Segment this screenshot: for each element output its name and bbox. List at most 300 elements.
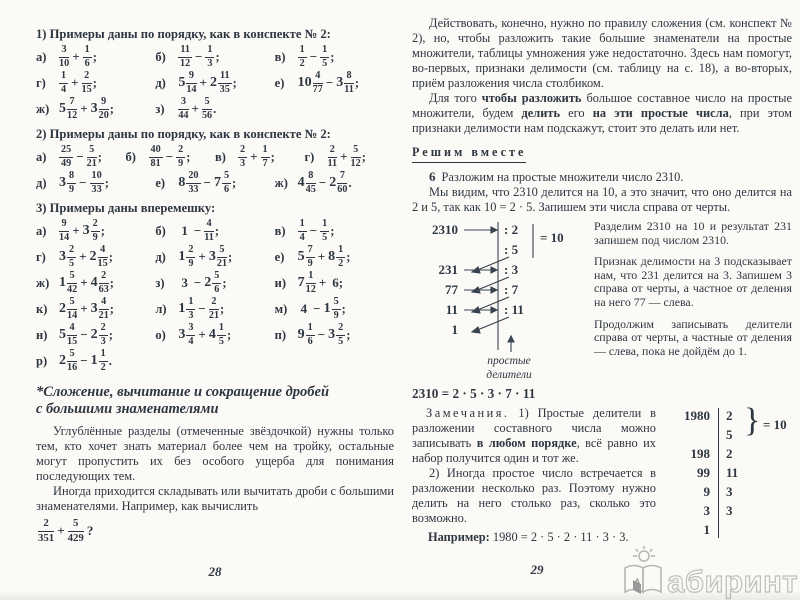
exercise-label: г) bbox=[304, 149, 315, 164]
ladder-caption-line1: простые bbox=[487, 355, 531, 367]
expr-text: − bbox=[313, 301, 321, 316]
mixed-whole: 1 bbox=[90, 353, 98, 368]
fraction-denominator: 5 bbox=[338, 336, 344, 347]
fraction bbox=[186, 323, 195, 347]
ladder-1980-divisor: 2 bbox=[726, 446, 733, 461]
fraction-numerator: 5 bbox=[222, 171, 231, 184]
exercise-label: в) bbox=[215, 149, 226, 164]
fraction-numerator: 8 bbox=[344, 71, 354, 84]
fraction bbox=[306, 171, 316, 195]
exercise-label: е) bbox=[274, 75, 285, 90]
problem-intro: Мы видим, что 2310 делится на 10, а это значит, что оно делится на 2 и 5, так как 10 = 2 · 5. Запишем эти числа справа от черты. bbox=[412, 185, 792, 214]
exercise-item bbox=[126, 145, 216, 169]
fraction-denominator: 3 bbox=[188, 310, 194, 321]
fraction-numerator: 9 bbox=[99, 97, 109, 110]
expr-text: + bbox=[80, 301, 88, 316]
expr-punctuation: ; bbox=[108, 249, 113, 264]
side-note: Признак делимости на 3 подсказывает нам, что 231 делится на 3. Запишем 3 справа от черты, а частное от деления на него 77 — слева. bbox=[594, 254, 792, 309]
fraction-denominator: 21 bbox=[98, 310, 109, 321]
exercise-item bbox=[155, 219, 274, 243]
solve-together-header: Решим вместе bbox=[412, 145, 526, 163]
expr-text: + bbox=[191, 101, 199, 116]
fraction bbox=[320, 219, 329, 243]
fraction-numerator: 11 bbox=[178, 45, 192, 58]
exercise-row bbox=[36, 244, 394, 270]
exercise-label: м) bbox=[274, 301, 288, 316]
expr-punctuation: ; bbox=[92, 49, 97, 64]
fraction-numerator: 3 bbox=[178, 97, 188, 110]
fraction-denominator: 9 bbox=[69, 184, 75, 195]
mixed-whole: 3 bbox=[178, 327, 186, 342]
mixed-whole: 2 bbox=[90, 327, 98, 342]
ladder-1980-quotient: 198 bbox=[690, 446, 710, 461]
fraction-denominator: 15 bbox=[67, 336, 78, 347]
expr-punctuation: ; bbox=[186, 149, 191, 164]
fraction bbox=[99, 323, 108, 347]
expr-text: − bbox=[203, 175, 211, 190]
mixed-whole: 2 bbox=[209, 75, 217, 90]
exercise-item bbox=[36, 45, 155, 69]
mixed-whole: 7 bbox=[213, 175, 221, 190]
fraction bbox=[91, 219, 100, 243]
expr-text: − bbox=[309, 49, 318, 64]
fraction-denominator: 12 bbox=[180, 58, 191, 69]
fraction-denominator: 14 bbox=[186, 84, 197, 95]
fraction bbox=[344, 71, 354, 95]
fraction-denominator: 6 bbox=[84, 58, 90, 69]
fraction bbox=[149, 145, 163, 169]
ladder-2310-divisor: : 11 bbox=[504, 302, 524, 317]
right-page bbox=[412, 16, 792, 557]
fraction-denominator: 45 bbox=[305, 184, 316, 195]
fraction bbox=[306, 271, 316, 295]
fraction-denominator: 63 bbox=[98, 284, 109, 295]
exercise-row bbox=[36, 322, 394, 348]
exercise-label: а) bbox=[36, 49, 47, 64]
expr-punctuation: ; bbox=[330, 223, 335, 238]
exercise-item bbox=[155, 297, 274, 321]
fraction bbox=[238, 145, 247, 169]
expr-punctuation: ; bbox=[222, 275, 227, 290]
fraction-numerator: 1 bbox=[205, 45, 214, 58]
mixed-whole: 1 bbox=[323, 301, 331, 316]
fraction-numerator: 4 bbox=[98, 245, 108, 258]
fraction bbox=[98, 245, 108, 269]
exercise-label: и) bbox=[274, 275, 287, 290]
example-fraction-sum bbox=[38, 518, 394, 544]
exercise-label: г) bbox=[36, 75, 46, 90]
exercise-label: п) bbox=[274, 327, 287, 342]
fraction-numerator: 7 bbox=[306, 245, 315, 258]
exercise-item bbox=[275, 219, 394, 243]
fraction bbox=[90, 171, 104, 195]
ladder-1980-quotient: 1 bbox=[703, 522, 710, 537]
ladder-2310-divisor: : 7 bbox=[504, 282, 519, 297]
fraction bbox=[186, 245, 195, 269]
fraction-numerator: 5 bbox=[67, 297, 77, 310]
fraction-numerator: 4 bbox=[67, 323, 77, 336]
exercise-label: ж) bbox=[274, 175, 288, 190]
exercise-item bbox=[36, 271, 155, 295]
remark-1-text: 1) Простые делители в разложении составного числа можно записывать в любом порядке, всё равно их набор получится один и тот же. bbox=[412, 406, 656, 465]
fraction-denominator: 14 bbox=[67, 310, 78, 321]
fraction-denominator: 11 bbox=[344, 84, 354, 95]
fraction-denominator: 2 bbox=[338, 258, 344, 269]
labirint-logo-icon bbox=[619, 544, 667, 596]
remarks-block bbox=[412, 402, 792, 557]
expr-text: 6; bbox=[332, 275, 344, 290]
side-note: Продолжим записывать делители справа от черты, а частные от деления — слева, пока не дойдём до 1. bbox=[594, 316, 792, 358]
exercise-item bbox=[36, 71, 155, 95]
mixed-whole: 3 bbox=[82, 223, 90, 238]
fraction-denominator: 5 bbox=[69, 258, 75, 269]
fraction-denominator: 4 bbox=[61, 84, 67, 95]
left-paragraph-1: Углублённые разделы (отмеченные звёздочкой) нужны только тем, кто хочет знать материал более чем на тройку, остальные могут пропустить их без особого ущерба для понимания последующих тем. bbox=[36, 424, 394, 483]
fraction bbox=[99, 97, 109, 121]
exercise-label: л) bbox=[155, 301, 167, 316]
ladder-1980 bbox=[660, 402, 792, 541]
expr-text: 1 bbox=[181, 223, 188, 238]
fraction-denominator: 3 bbox=[240, 158, 246, 169]
expr-text: + bbox=[72, 49, 80, 64]
ladder-1980-quotient: 9 bbox=[703, 484, 710, 499]
exercise-item bbox=[36, 171, 155, 195]
left-page bbox=[36, 22, 394, 544]
starred-title-line1: *Сложение, вычитание и сокращение дробей bbox=[36, 384, 330, 400]
expr-text: + bbox=[57, 523, 65, 538]
fraction-numerator: 20 bbox=[186, 171, 200, 184]
expr-text: + bbox=[72, 223, 80, 238]
expr-punctuation: . bbox=[213, 101, 217, 116]
expr-punctuation: ; bbox=[341, 301, 346, 316]
exercise-item bbox=[275, 45, 394, 69]
fraction-numerator: 1 bbox=[320, 45, 329, 58]
fraction-denominator: 77 bbox=[312, 84, 323, 95]
fraction-denominator: 3 bbox=[207, 58, 213, 69]
fraction bbox=[82, 71, 92, 95]
fraction bbox=[306, 245, 315, 269]
side-note: Разделим 2310 на 10 и результат 231 запишем под числом 2310. bbox=[594, 219, 792, 247]
fraction bbox=[67, 323, 77, 347]
ladder-1980-equals-ten: = 10 bbox=[763, 417, 787, 432]
exercise-row bbox=[36, 270, 394, 296]
expr-text: + bbox=[198, 249, 206, 264]
ladder-2310-column bbox=[412, 220, 594, 402]
fraction bbox=[59, 145, 73, 169]
expr-punctuation: ; bbox=[109, 275, 114, 290]
expr-text: + bbox=[317, 249, 326, 264]
fraction-numerator: 7 bbox=[337, 171, 347, 184]
expr-punctuation: ; bbox=[109, 301, 114, 316]
mixed-whole: 3 bbox=[59, 249, 66, 264]
exercise-item bbox=[215, 145, 305, 169]
mixed-whole: 5 bbox=[59, 327, 66, 342]
mixed-whole: 10 bbox=[297, 75, 312, 90]
exercise-item bbox=[275, 297, 394, 321]
fraction-denominator: 35 bbox=[219, 84, 230, 95]
mixed-whole: 5 bbox=[297, 249, 305, 264]
ladder-1980-divisor: 11 bbox=[726, 465, 739, 480]
expr-text: − bbox=[193, 223, 202, 238]
exercise-row bbox=[36, 144, 394, 170]
exercise-label: ж) bbox=[36, 275, 50, 290]
exercise-label: е) bbox=[155, 175, 166, 190]
problem-title: Разложим на простые множители число 2310. bbox=[441, 170, 684, 184]
fraction-denominator: 21 bbox=[216, 258, 228, 269]
exercise-label: д) bbox=[155, 249, 166, 264]
expr-punctuation: ; bbox=[228, 249, 233, 264]
fraction bbox=[67, 245, 76, 269]
remarks-lead: Замечания. bbox=[426, 406, 510, 420]
fraction bbox=[67, 297, 77, 321]
exercise-item bbox=[155, 271, 274, 295]
ladder-2310-quotient: 11 bbox=[445, 302, 458, 317]
fraction bbox=[332, 297, 341, 321]
exercise-row bbox=[36, 170, 394, 196]
fraction-denominator: 4 bbox=[188, 336, 194, 347]
exercise-label: д) bbox=[155, 75, 166, 90]
remark-2: 2) Иногда простое число встречается в разложении несколько раз. Поэтому нужно делить на него столько раз, сколько это возможно. bbox=[412, 466, 656, 525]
fraction bbox=[320, 45, 329, 69]
fraction-numerator: 5 bbox=[212, 271, 221, 284]
example-formula: 1980 = 2 · 5 · 2 · 11 · 3 · 3. bbox=[492, 530, 629, 544]
expr-punctuation: ; bbox=[361, 149, 366, 164]
expr-text: − bbox=[318, 175, 327, 190]
fraction-denominator: 16 bbox=[67, 362, 78, 373]
exercise-label: е) bbox=[274, 249, 285, 264]
fraction-denominator: 5 bbox=[218, 336, 224, 347]
fraction-numerator: 11 bbox=[218, 71, 232, 84]
exercise-item bbox=[275, 171, 394, 195]
mixed-whole: 2 bbox=[59, 353, 66, 368]
fraction bbox=[205, 45, 214, 69]
fraction-numerator: 2 bbox=[82, 71, 92, 84]
mixed-whole: 1 bbox=[178, 249, 186, 264]
fraction-numerator: 5 bbox=[87, 145, 97, 158]
expr-punctuation: ; bbox=[92, 75, 97, 90]
fraction-numerator: 5 bbox=[67, 271, 77, 284]
fraction-numerator: 2 bbox=[38, 518, 54, 531]
fraction bbox=[186, 171, 200, 195]
fraction bbox=[222, 171, 231, 195]
right-paragraph-2: Для того чтобы разложить большое составное число на простые множители, будем делить его на эти простые числа, при этом признаки делимости нам подскажут, стоит это делать или нет. bbox=[412, 91, 793, 135]
exercise-label: д) bbox=[36, 175, 47, 190]
mixed-whole: 4 bbox=[208, 327, 216, 342]
fraction-numerator: 7 bbox=[67, 97, 77, 110]
exercise-label: а) bbox=[36, 223, 47, 238]
fraction-denominator: 9 bbox=[333, 310, 339, 321]
fraction-denominator: 2 bbox=[299, 58, 305, 69]
fraction bbox=[67, 171, 76, 195]
fraction-numerator: 5 bbox=[68, 518, 84, 531]
fraction-numerator: 5 bbox=[217, 245, 227, 258]
problem-number: 6 bbox=[429, 169, 436, 184]
exercise-label: г) bbox=[36, 249, 46, 264]
exercise-item bbox=[36, 219, 155, 243]
fraction bbox=[328, 145, 338, 169]
fraction bbox=[59, 219, 69, 243]
fraction bbox=[336, 323, 345, 347]
fraction-denominator: 12 bbox=[67, 110, 78, 121]
fraction-numerator: 2 bbox=[238, 145, 247, 158]
exercise-label: а) bbox=[36, 149, 47, 164]
mixed-whole: 7 bbox=[297, 275, 305, 290]
expr-punctuation: ; bbox=[100, 223, 105, 238]
exercise-label: б) bbox=[155, 223, 166, 238]
ladder-2310-divisor: : 2 bbox=[504, 222, 519, 237]
expr-punctuation: ; bbox=[346, 327, 351, 342]
expr-punctuation: ; bbox=[214, 223, 220, 238]
fraction bbox=[67, 349, 77, 373]
fraction-numerator: 1 bbox=[261, 145, 270, 158]
fraction-numerator: 2 bbox=[99, 323, 108, 336]
expr-text: − bbox=[193, 275, 202, 290]
fraction-numerator: 4 bbox=[99, 297, 109, 310]
mixed-whole: 1 bbox=[59, 275, 66, 290]
exercise-item bbox=[36, 97, 155, 121]
exercise-row bbox=[36, 44, 394, 70]
expr-punctuation: . bbox=[348, 175, 352, 190]
expr-punctuation: ; bbox=[109, 101, 114, 116]
left-paragraph-2: Иногда приходится складывать или вычитать дроби с большими знаменателями. Например, как вычислить bbox=[36, 484, 394, 513]
fraction-denominator: 60 bbox=[337, 184, 348, 195]
expr-text: ? bbox=[86, 523, 94, 538]
fraction-numerator: 1 bbox=[217, 323, 226, 336]
right-paragraph-1: Действовать, конечно, нужно по правилу сложения (см. конспект № 2), но, чтобы разложить такие большие знаменатели на простые множители, таблицы умножения уже недостаточно. Здесь нам помогут, во-первых, признаки делимости (см. таблицу на с. 18), а во-вторых, приём разложения числа столбиком. bbox=[412, 16, 792, 90]
expr-text: + bbox=[80, 101, 88, 116]
fraction-denominator: 6 bbox=[214, 284, 220, 295]
exercise-item bbox=[155, 45, 274, 69]
exercise-section-title: 3) Примеры даны вперемешку: bbox=[36, 201, 216, 215]
page-number-left: 28 bbox=[208, 564, 222, 579]
expr-text: + bbox=[199, 75, 207, 90]
expr-punctuation: ; bbox=[354, 75, 360, 90]
fraction-denominator: 5 bbox=[322, 232, 328, 243]
ladder-2310-quotient: 1 bbox=[451, 322, 458, 337]
factorization-diagram-2310 bbox=[412, 220, 792, 402]
fraction-numerator: 1 bbox=[99, 349, 108, 362]
expr-text: − bbox=[80, 353, 88, 368]
fraction bbox=[212, 271, 221, 295]
starred-title-line2: с большими знаменателями bbox=[36, 401, 219, 417]
fraction-denominator: 4 bbox=[299, 232, 305, 243]
ladder-2310-quotient: 77 bbox=[445, 282, 458, 297]
fraction-numerator: 8 bbox=[306, 171, 316, 184]
fraction bbox=[336, 245, 345, 269]
fraction-numerator: 2 bbox=[209, 297, 219, 310]
exercise-label: н) bbox=[36, 327, 48, 342]
fraction-numerator: 3 bbox=[186, 323, 195, 336]
fraction-numerator: 1 bbox=[306, 323, 315, 336]
exercise-item bbox=[275, 245, 394, 269]
expr-text: − bbox=[309, 223, 318, 238]
fraction bbox=[186, 297, 195, 321]
fraction bbox=[99, 271, 109, 295]
fraction-numerator: 4 bbox=[313, 71, 323, 84]
expr-punctuation: ; bbox=[232, 75, 237, 90]
fraction bbox=[176, 145, 185, 169]
exercise-label: з) bbox=[155, 101, 165, 116]
starred-section-title bbox=[36, 384, 394, 418]
fraction bbox=[67, 97, 77, 121]
exercise-item bbox=[36, 297, 155, 321]
expr-text: 4 bbox=[300, 301, 308, 316]
fraction-numerator: 1 bbox=[59, 71, 68, 84]
exercise-label: в) bbox=[274, 223, 286, 238]
fraction bbox=[298, 219, 307, 243]
expr-text: − bbox=[194, 49, 203, 64]
mixed-whole: 5 bbox=[59, 101, 66, 116]
mixed-whole: 4 bbox=[90, 275, 98, 290]
fraction-numerator: 5 bbox=[202, 97, 212, 110]
fraction bbox=[351, 145, 361, 169]
fraction-numerator: 5 bbox=[351, 145, 361, 158]
expr-punctuation: ; bbox=[270, 149, 275, 164]
fraction-denominator: 42 bbox=[67, 284, 78, 295]
fraction-numerator: 1 bbox=[298, 45, 307, 58]
expr-text: − bbox=[165, 149, 174, 164]
ladder-2310 bbox=[412, 220, 590, 384]
fraction-denominator: 2 bbox=[100, 362, 106, 373]
fraction-denominator: 12 bbox=[305, 284, 316, 295]
exercise-item bbox=[275, 71, 394, 95]
ladder-2310-equals-ten: = 10 bbox=[540, 230, 564, 245]
fraction-numerator: 1 bbox=[306, 271, 316, 284]
fraction-numerator: 9 bbox=[186, 71, 196, 84]
fraction bbox=[217, 323, 226, 347]
fraction-denominator: 81 bbox=[150, 158, 161, 169]
expr-punctuation: ; bbox=[226, 327, 232, 342]
expr-text: + bbox=[198, 327, 206, 342]
mixed-whole: 3 bbox=[336, 75, 344, 90]
fraction bbox=[59, 71, 68, 95]
mixed-whole: 8 bbox=[328, 249, 336, 264]
exercise-label: б) bbox=[125, 149, 136, 164]
ladder-1980-quotient: 1980 bbox=[684, 408, 710, 423]
fraction-denominator: 12 bbox=[350, 158, 361, 169]
fraction bbox=[38, 518, 54, 544]
fraction-numerator: 2 bbox=[67, 245, 76, 258]
fraction-numerator: 5 bbox=[67, 349, 77, 362]
fraction-numerator: 2 bbox=[186, 245, 195, 258]
expr-text: + bbox=[250, 149, 258, 164]
labirint-watermark bbox=[619, 544, 798, 599]
exercise-label: р) bbox=[36, 353, 48, 368]
fraction-denominator: 5 bbox=[322, 58, 328, 69]
fraction-denominator: 11 bbox=[327, 158, 338, 169]
fraction-numerator: 2 bbox=[91, 219, 100, 232]
fraction-numerator: 40 bbox=[149, 145, 163, 158]
mixed-whole: 1 bbox=[178, 301, 186, 316]
fraction bbox=[99, 297, 109, 321]
expr-punctuation: ; bbox=[330, 49, 335, 64]
fraction-denominator: 20 bbox=[98, 110, 109, 121]
fraction-denominator: 15 bbox=[97, 258, 108, 269]
fraction-denominator: 6 bbox=[307, 336, 313, 347]
mixed-whole: 4 bbox=[297, 175, 305, 190]
ladder-1980-quotient: 99 bbox=[697, 465, 710, 480]
exercise-row bbox=[36, 296, 394, 322]
example-label: Например: bbox=[428, 530, 490, 544]
fraction bbox=[178, 45, 192, 69]
exercise-label: о) bbox=[155, 327, 166, 342]
ladder-1980-divisor: 2 bbox=[726, 408, 733, 423]
exercise-label: б) bbox=[155, 49, 166, 64]
example-1980-line bbox=[412, 530, 656, 545]
fraction-numerator: 1 bbox=[83, 45, 92, 58]
expr-text: + bbox=[79, 249, 87, 264]
expr-punctuation: ; bbox=[108, 327, 113, 342]
